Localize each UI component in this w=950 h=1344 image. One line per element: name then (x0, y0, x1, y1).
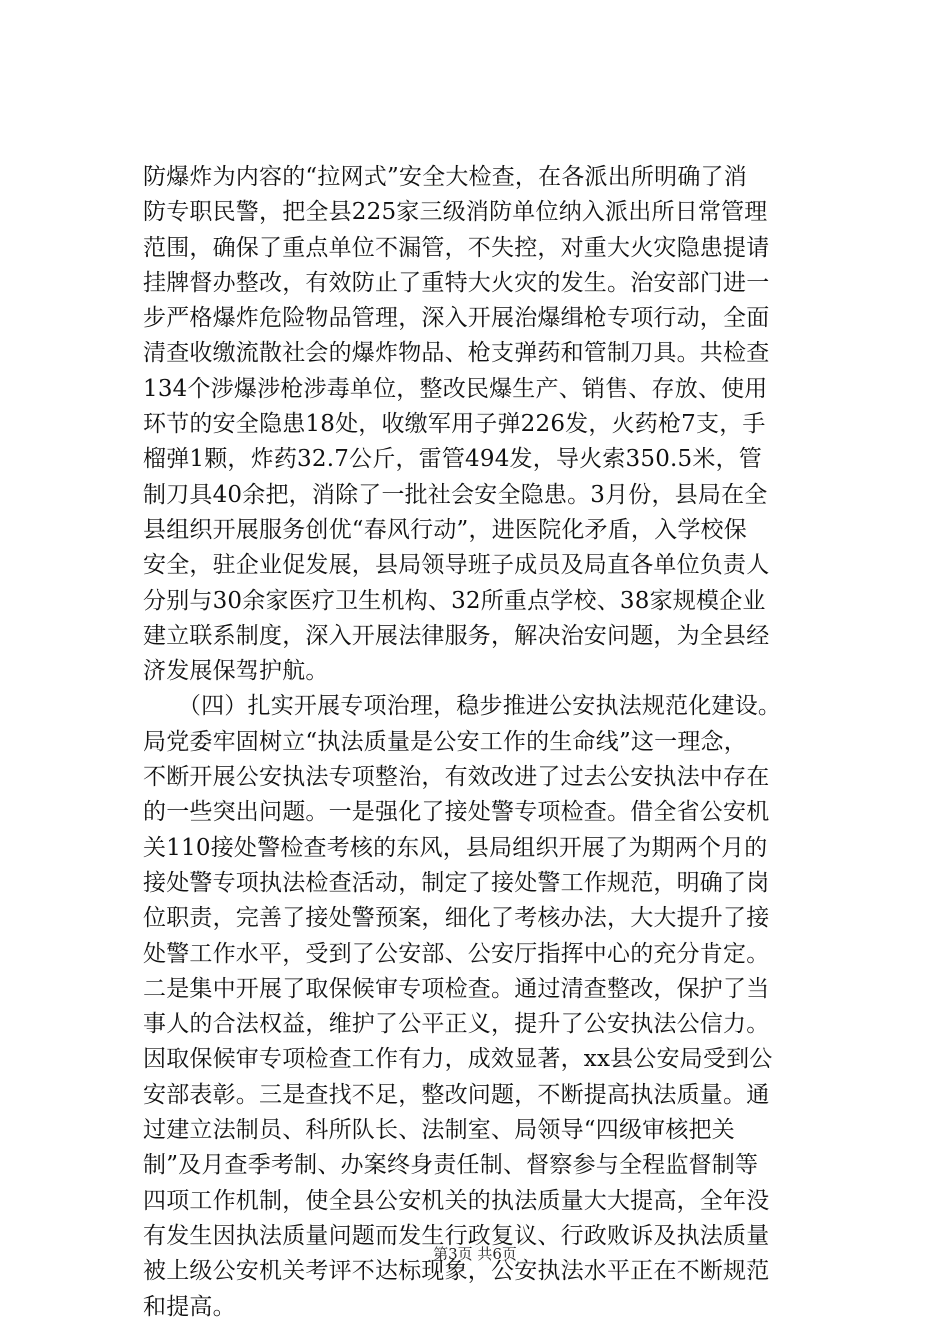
text-line: 济发展保驾护航。 (143, 658, 329, 685)
text-line: 步严格爆炸危险物品管理，深入开展治爆缉枪专项行动，全面 (143, 305, 770, 332)
text-line: 防爆炸为内容的“拉网式”安全大检查，在各派出所明确了消 (143, 164, 747, 190)
text-line: 分别与30余家医疗卫生机构、32所重点学校、38家规模企业 (143, 587, 766, 614)
text-line: 因取保候审专项检查工作有力，成效显著，xx县公安局受到公 (143, 1046, 773, 1073)
text-line: 制”及月查季考制、办案终身责任制、督察参与全程监督制等 (143, 1152, 759, 1179)
text-line: 防专职民警，把全县225家三级消防单位纳入派出所日常管理 (143, 199, 768, 226)
text-line: 过建立法制员、科所队长、法制室、局领导“四级审核把关 (143, 1117, 735, 1144)
page-number-footer: 第3页 共6页 (433, 1245, 517, 1263)
text-line: 134个涉爆涉枪涉毒单位，整改民爆生产、销售、存放、使用 (143, 375, 768, 402)
text-line: 局党委牢固树立“执法质量是公安工作的生命线”这一理念， (143, 728, 747, 755)
text-line: 安全，驻企业促发展，县局领导班子成员及局直各单位负责人 (143, 552, 770, 579)
text-line: 关110接处警检查考核的东风，县局组织开展了为期两个月的 (143, 834, 768, 861)
text-line: 挂牌督办整改，有效防止了重特大火灾的发生。治安部门进一 (143, 269, 770, 296)
text-line: 和提高。 (143, 1293, 236, 1320)
text-line: 的一些突出问题。一是强化了接处警专项检查。借全省公安机 (143, 799, 770, 826)
text-line: 范围，确保了重点单位不漏管，不失控，对重大火灾隐患提请 (143, 234, 770, 261)
text-line: （四）扎实开展专项治理，稳步推进公安执法规范化建设。 (143, 693, 782, 720)
text-line: 安部表彰。三是查找不足，整改问题，不断提高执法质量。通 (143, 1081, 770, 1108)
text-line: 接处警专项执法检查活动，制定了接处警工作规范，明确了岗 (143, 869, 770, 896)
text-line: 建立联系制度，深入开展法律服务，解决治安问题，为全县经 (143, 622, 770, 649)
text-line: 事人的合法权益，维护了公平正义，提升了公安执法公信力。 (143, 1011, 770, 1038)
text-line: 清查收缴流散社会的爆炸物品、枪支弹药和管制刀具。共检查 (143, 340, 770, 367)
text-line: 处警工作水平，受到了公安部、公安厅指挥中心的充分肯定。 (143, 940, 770, 967)
text-line: 位职责，完善了接处警预案，细化了考核办法，大大提升了接 (143, 905, 770, 932)
text-line: 县组织开展服务创优“春风行动”，进医院化矛盾，入学校保 (143, 516, 747, 543)
text-line: 环节的安全隐患18处，收缴军用子弹226发，火药枪7支，手 (143, 411, 766, 438)
text-line: 制刀具40余把，消除了一批社会安全隐患。3月份，县局在全 (143, 481, 768, 508)
text-line: 四项工作机制，使全县公安机关的执法质量大大提高，全年没 (143, 1187, 770, 1214)
text-line: 有发生因执法质量问题而发生行政复议、行政败诉及执法质量 (143, 1222, 770, 1249)
text-line: 不断开展公安执法专项整治，有效改进了过去公安执法中存在 (143, 764, 770, 791)
text-line: 榴弹1颗，炸药32.7公斤，雷管494发，导火索350.5米，管 (143, 446, 762, 473)
text-line: 二是集中开展了取保候审专项检查。通过清查整改，保护了当 (143, 975, 770, 1002)
text-line: 被上级公安机关考评不达标现象，公安执法水平正在不断规范 (143, 1258, 770, 1285)
body-text (143, 160, 843, 1325)
